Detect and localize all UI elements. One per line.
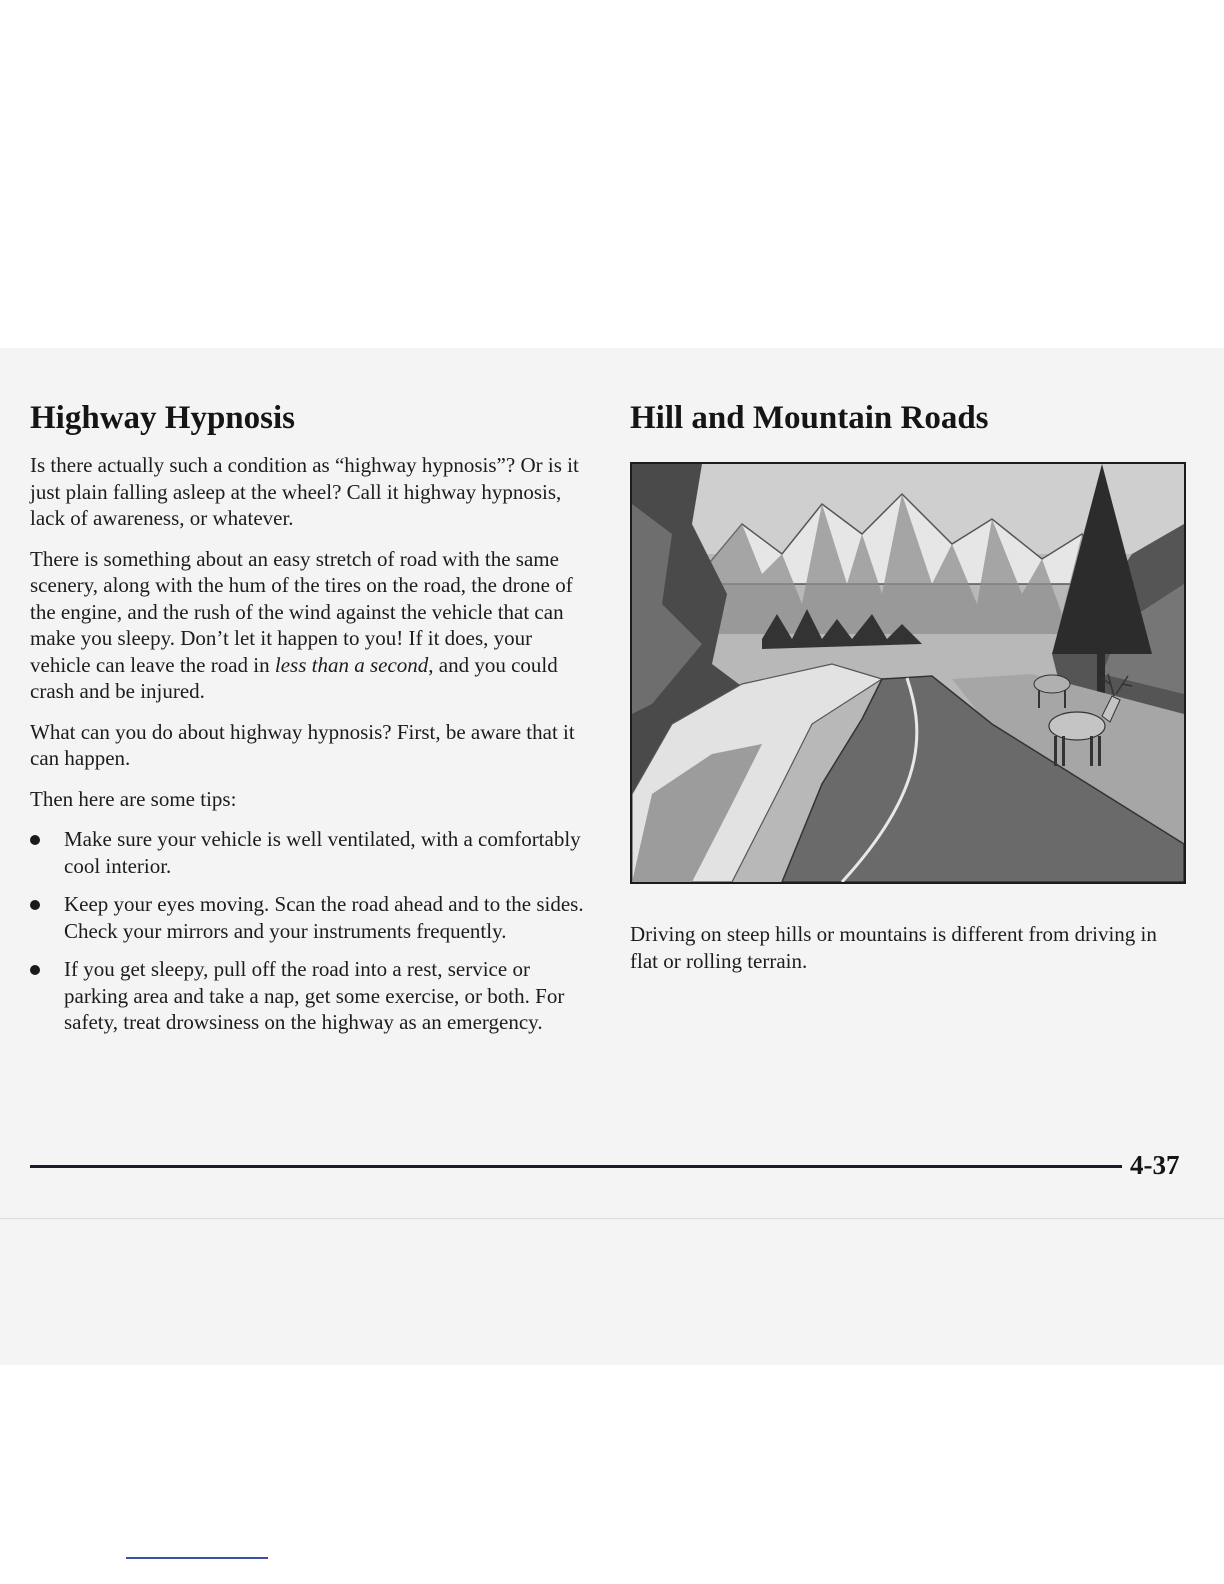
emphasis-less-than-a-second: less than a second bbox=[274, 652, 429, 677]
paragraph-intro: Is there actually such a condition as “highway hypnosis”? Or is it just plain falling asleep at the wheel? Call it highway hypnosis, lack of awareness, or whatever. bbox=[30, 453, 579, 530]
paragraph-tips-intro: Then here are some tips: bbox=[30, 786, 237, 811]
paragraph-sleepy-text-2: , and you could crash and be injured. bbox=[30, 652, 558, 703]
tip-item bbox=[30, 826, 585, 879]
figure-caption-block bbox=[630, 921, 1170, 988]
tip-text: Make sure your vehicle is well ventilated, with a comfortably cool interior. bbox=[64, 827, 581, 878]
left-column bbox=[30, 398, 585, 1048]
paragraph-caption: Driving on steep hills or mountains is different from driving in flat or rolling terrain. bbox=[630, 922, 1157, 973]
tip-item bbox=[30, 956, 585, 1036]
tip-text: If you get sleepy, pull off the road into a rest, service or parking area and take a nap, get some exercise, or both. For safety, treat drowsiness on the highway as an emergency. bbox=[64, 957, 565, 1034]
section-title-hill-and-mountain-roads: Hill and Mountain Roads bbox=[630, 400, 989, 436]
mountain-road-illustration bbox=[630, 462, 1186, 884]
bullet-icon bbox=[30, 835, 40, 845]
bullet-icon bbox=[30, 965, 40, 975]
tip-text: Keep your eyes moving. Scan the road ahead and to the sides. Check your mirrors and your instruments frequently. bbox=[64, 892, 584, 943]
paragraph-what-can-you-do: What can you do about highway hypnosis? First, be aware that it can happen. bbox=[30, 719, 575, 770]
page-number: 4-37 bbox=[1130, 1150, 1180, 1180]
right-column bbox=[630, 398, 1190, 452]
divider bbox=[0, 1218, 1224, 1219]
paragraph-sleepy bbox=[30, 546, 585, 705]
tips-list bbox=[30, 826, 585, 1036]
underline-mark bbox=[126, 1557, 268, 1559]
tip-item bbox=[30, 891, 585, 944]
footer-rule bbox=[30, 1165, 1122, 1168]
bullet-icon bbox=[30, 900, 40, 910]
section-title-highway-hypnosis: Highway Hypnosis bbox=[30, 400, 295, 436]
paragraph-sleepy-text-1: There is something about an easy stretch of road with the same scenery, along with the hum of the tires on the road, the drone of the engine, and the rush of the wind against the vehicle that can make you sleepy. Don’t let it happen to you! If it does, your vehicle can leave the road in bbox=[30, 546, 573, 677]
